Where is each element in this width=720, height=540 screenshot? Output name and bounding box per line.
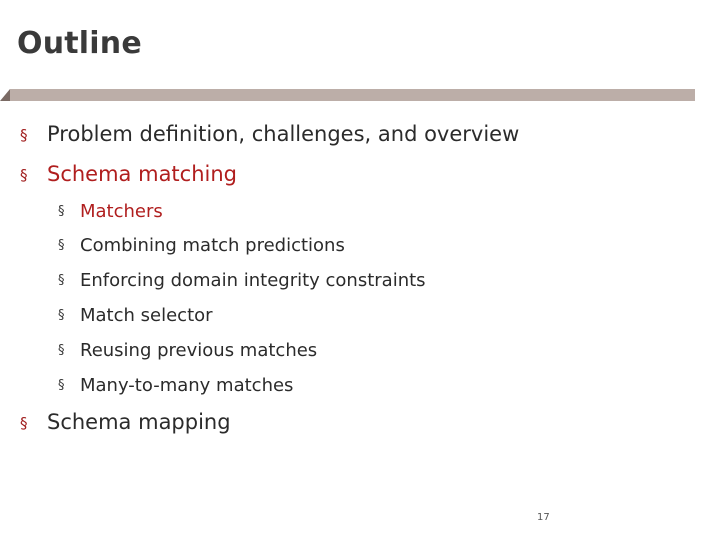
bullet-text: Problem definition, challenges, and overview: [47, 122, 520, 146]
sub-bullet-icon: §: [58, 308, 65, 323]
sub-bullet-icon: §: [58, 378, 65, 393]
slide-title: Outline: [17, 26, 142, 61]
title-rule: [10, 89, 695, 101]
bullet-text: Match selector: [80, 305, 213, 326]
sub-bullet-item: [58, 270, 426, 291]
bullet-text: Reusing previous matches: [80, 340, 318, 361]
bullet-text: Schema matching: [47, 162, 237, 186]
bullet-item: [20, 410, 231, 434]
title-rule-notch: [0, 89, 10, 101]
sub-bullet-item: [58, 340, 318, 361]
bullet-icon: §: [20, 414, 28, 432]
bullet-text: Matchers: [80, 201, 163, 222]
sub-bullet-item: [58, 201, 163, 222]
sub-bullet-icon: §: [58, 343, 65, 358]
bullet-text: Combining match predictions: [80, 235, 345, 256]
sub-bullet-icon: §: [58, 204, 65, 219]
bullet-item: [20, 122, 520, 146]
bullet-icon: §: [20, 126, 28, 144]
page-number: 17: [537, 512, 550, 523]
bullet-icon: §: [20, 166, 28, 184]
bullet-item: [20, 162, 237, 186]
bullet-text: Enforcing domain integrity constraints: [80, 270, 426, 291]
bullet-text: Many-to-many matches: [80, 375, 294, 396]
sub-bullet-item: [58, 305, 213, 326]
sub-bullet-item: [58, 235, 345, 256]
sub-bullet-icon: §: [58, 238, 65, 253]
sub-bullet-item: [58, 375, 294, 396]
bullet-text: Schema mapping: [47, 410, 231, 434]
sub-bullet-icon: §: [58, 273, 65, 288]
